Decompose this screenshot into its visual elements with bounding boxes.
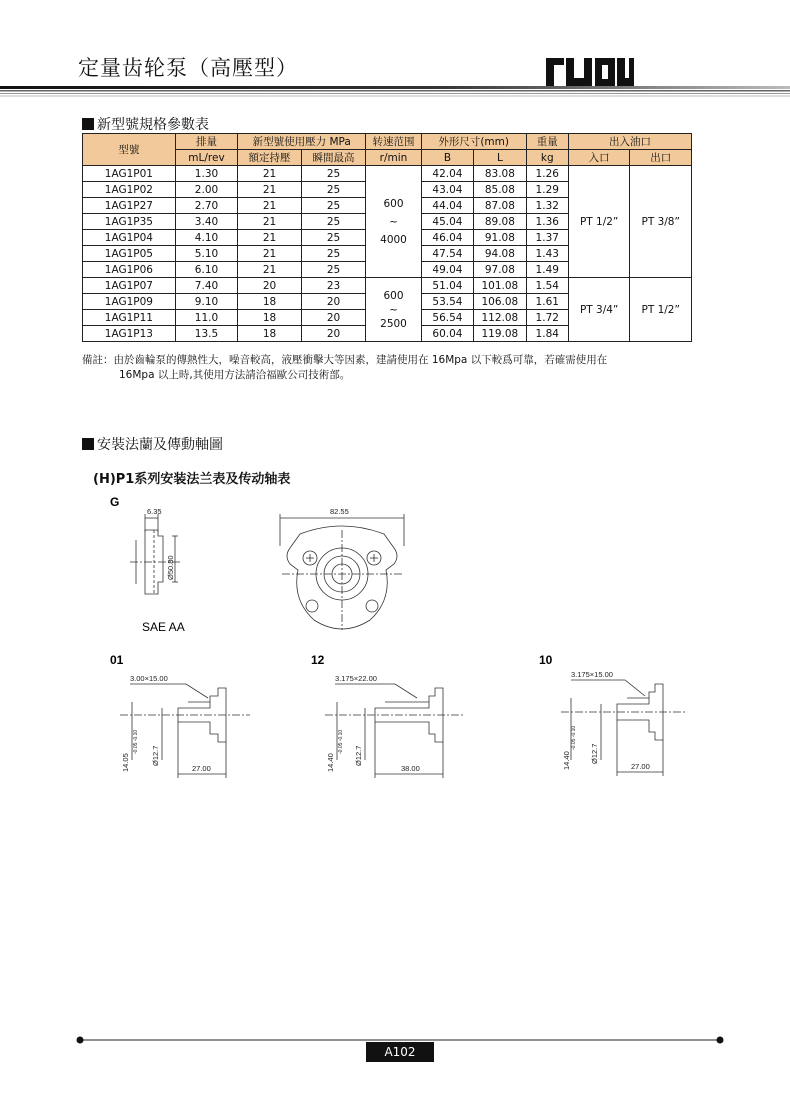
speed-top: 600: [383, 197, 404, 210]
cell-rated: 21: [238, 166, 302, 182]
cell-peak: 25: [301, 230, 366, 246]
cell-speed-range-2: [366, 278, 421, 342]
flange-subtitle: (H)P1系列安装法兰表及传动轴表: [93, 472, 291, 487]
cell-l: 97.08: [474, 262, 526, 278]
cell-model: 1AG1P35: [83, 214, 176, 230]
cell-l: 85.08: [474, 182, 526, 198]
cell-model: 1AG1P05: [83, 246, 176, 262]
cell-b: 42.04: [421, 166, 473, 182]
shaft-10-drawing: [535, 650, 705, 780]
cell-kg: 1.36: [526, 214, 568, 230]
cell-model: 1AG1P27: [83, 198, 176, 214]
cell-rated: 20: [238, 278, 302, 294]
speed-bot: 2500: [380, 317, 407, 330]
brand-logo: [544, 50, 634, 90]
note-line-2: 16Mpa 以上時,其使用方法請洽福歐公司技術部。: [119, 369, 351, 381]
cell-kg: 1.54: [526, 278, 568, 294]
spec-section-title: [82, 114, 209, 134]
cell-rated: 18: [238, 326, 302, 342]
cell-model: 1AG1P04: [83, 230, 176, 246]
square-bullet-icon: [82, 118, 94, 130]
cell-b: 49.04: [421, 262, 473, 278]
cell-peak: 25: [301, 246, 366, 262]
th-pressure: 新型號使用壓力 MPa: [238, 134, 366, 150]
cell-outlet-1: PT 3/8”: [630, 166, 692, 278]
cell-speed-range-1: [366, 166, 421, 278]
cell-rated: 18: [238, 310, 302, 326]
page-number: A102: [366, 1042, 434, 1062]
cell-inlet-2: PT 3/4”: [568, 278, 630, 342]
th-outlet: 出口: [630, 150, 692, 166]
cell-rated: 21: [238, 262, 302, 278]
th-displacement: 排量: [175, 134, 238, 150]
cell-kg: 1.84: [526, 326, 568, 342]
cell-b: 53.54: [421, 294, 473, 310]
shaft-dia: Ø12.7: [151, 745, 160, 766]
cell-peak: 20: [301, 310, 366, 326]
shaft-height-tol: -0.05 -0.10: [133, 729, 139, 754]
cell-kg: 1.72: [526, 310, 568, 326]
cell-model: 1AG1P06: [83, 262, 176, 278]
shaft-01-drawing: [100, 650, 270, 780]
cell-l: 83.08: [474, 166, 526, 182]
page-title: 定量齿轮泵（高壓型）: [78, 56, 298, 80]
table-note: [82, 353, 722, 383]
cell-model: 1AG1P13: [83, 326, 176, 342]
flange-dim-dia: Ø50.80: [166, 555, 175, 580]
speed-mid: ~: [389, 215, 398, 228]
shaft-height-tol: -0.05 -0.10: [571, 725, 577, 750]
cell-model: 1AG1P09: [83, 294, 176, 310]
cell-b: 44.04: [421, 198, 473, 214]
shaft-dia: Ø12.7: [590, 743, 599, 764]
cell-inlet-1: PT 1/2”: [568, 166, 630, 278]
cell-outlet-2: PT 1/2”: [630, 278, 692, 342]
shaft-height: 14.05: [121, 753, 130, 772]
shaft-key: 3.175×22.00: [335, 674, 377, 683]
cell-peak: 25: [301, 182, 366, 198]
flange-side-view: [100, 492, 210, 642]
cell-kg: 1.61: [526, 294, 568, 310]
cell-disp: 4.10: [175, 230, 238, 246]
shaft-height: 14.40: [326, 753, 335, 772]
cell-b: 45.04: [421, 214, 473, 230]
cell-rated: 21: [238, 246, 302, 262]
cell-rated: 21: [238, 198, 302, 214]
flange-title-text: 安裝法蘭及傳動軸圖: [97, 437, 223, 453]
cell-model: 1AG1P11: [83, 310, 176, 326]
cell-peak: 20: [301, 326, 366, 342]
th-speed-unit: r/min: [366, 150, 421, 166]
th-weight-unit: kg: [526, 150, 568, 166]
cell-b: 46.04: [421, 230, 473, 246]
th-ports: 出入油口: [568, 134, 691, 150]
flange-section-title: [82, 434, 223, 454]
cell-b: 43.04: [421, 182, 473, 198]
cell-peak: 20: [301, 294, 366, 310]
cell-model: 1AG1P07: [83, 278, 176, 294]
flange-dim-a: 6.35: [147, 507, 162, 516]
shaft-12-drawing: [305, 650, 475, 780]
th-model: 型號: [83, 134, 176, 166]
cell-peak: 25: [301, 166, 366, 182]
cell-b: 60.04: [421, 326, 473, 342]
cell-kg: 1.26: [526, 166, 568, 182]
cell-disp: 6.10: [175, 262, 238, 278]
speed-top: 600: [383, 289, 404, 302]
flange-std: SAE AA: [142, 620, 185, 634]
shaft-dia: Ø12.7: [354, 745, 363, 766]
th-dims: 外形尺寸(mm): [421, 134, 526, 150]
shaft-code: 10: [539, 653, 553, 667]
cell-model: 1AG1P01: [83, 166, 176, 182]
cell-kg: 1.37: [526, 230, 568, 246]
cell-peak: 25: [301, 198, 366, 214]
cell-l: 106.08: [474, 294, 526, 310]
cell-rated: 18: [238, 294, 302, 310]
square-bullet-icon: [82, 438, 94, 450]
cell-disp: 3.40: [175, 214, 238, 230]
th-displacement-unit: mL/rev: [175, 150, 238, 166]
th-speed: 转速范围: [366, 134, 421, 150]
cell-l: 89.08: [474, 214, 526, 230]
shaft-key: 3.175×15.00: [571, 670, 613, 679]
cell-disp: 2.00: [175, 182, 238, 198]
shaft-key: 3.00×15.00: [130, 674, 168, 683]
cell-l: 112.08: [474, 310, 526, 326]
cell-peak: 23: [301, 278, 366, 294]
spec-table: [82, 133, 692, 342]
cell-l: 94.08: [474, 246, 526, 262]
cell-b: 56.54: [421, 310, 473, 326]
cell-rated: 21: [238, 230, 302, 246]
cell-rated: 21: [238, 214, 302, 230]
flange-front-view: [262, 500, 422, 640]
cell-l: 87.08: [474, 198, 526, 214]
flange-label: G: [110, 495, 120, 509]
front-dim: 82.55: [330, 507, 349, 516]
cell-disp: 5.10: [175, 246, 238, 262]
shaft-code: 12: [311, 653, 325, 667]
shaft-height-tol: -0.05 -0.10: [338, 729, 344, 754]
spec-title-text: 新型號規格參數表: [97, 117, 209, 133]
shaft-length: 38.00: [401, 764, 420, 773]
shaft-length: 27.00: [192, 764, 211, 773]
cell-l: 101.08: [474, 278, 526, 294]
header-rule: [0, 86, 790, 98]
cell-disp: 2.70: [175, 198, 238, 214]
th-inlet: 入口: [568, 150, 630, 166]
th-dim-l: L: [474, 150, 526, 166]
speed-mid: ~: [389, 303, 398, 316]
table-row: [83, 166, 692, 182]
shaft-code: 01: [110, 653, 124, 667]
note-line-1: 備註：由於齒輪泵的傳熱性大，噪音較高，液壓衝擊大等因素，建請使用在 16Mpa 以下較爲可靠，若確需使用在: [82, 354, 608, 366]
cell-l: 119.08: [474, 326, 526, 342]
th-dim-b: B: [421, 150, 473, 166]
th-weight: 重量: [526, 134, 568, 150]
cell-peak: 25: [301, 214, 366, 230]
speed-bot: 4000: [380, 233, 407, 246]
th-peak: 瞬間最高: [301, 150, 366, 166]
table-row: [83, 278, 692, 294]
cell-b: 51.04: [421, 278, 473, 294]
cell-kg: 1.32: [526, 198, 568, 214]
cell-disp: 11.0: [175, 310, 238, 326]
cell-b: 47.54: [421, 246, 473, 262]
cell-rated: 21: [238, 182, 302, 198]
shaft-height: 14.40: [562, 751, 571, 770]
cell-kg: 1.49: [526, 262, 568, 278]
cell-peak: 25: [301, 262, 366, 278]
cell-kg: 1.29: [526, 182, 568, 198]
shaft-length: 27.00: [631, 762, 650, 771]
th-rated: 額定持壓: [238, 150, 302, 166]
cell-disp: 1.30: [175, 166, 238, 182]
cell-disp: 7.40: [175, 278, 238, 294]
cell-disp: 13.5: [175, 326, 238, 342]
cell-model: 1AG1P02: [83, 182, 176, 198]
cell-l: 91.08: [474, 230, 526, 246]
cell-disp: 9.10: [175, 294, 238, 310]
cell-kg: 1.43: [526, 246, 568, 262]
